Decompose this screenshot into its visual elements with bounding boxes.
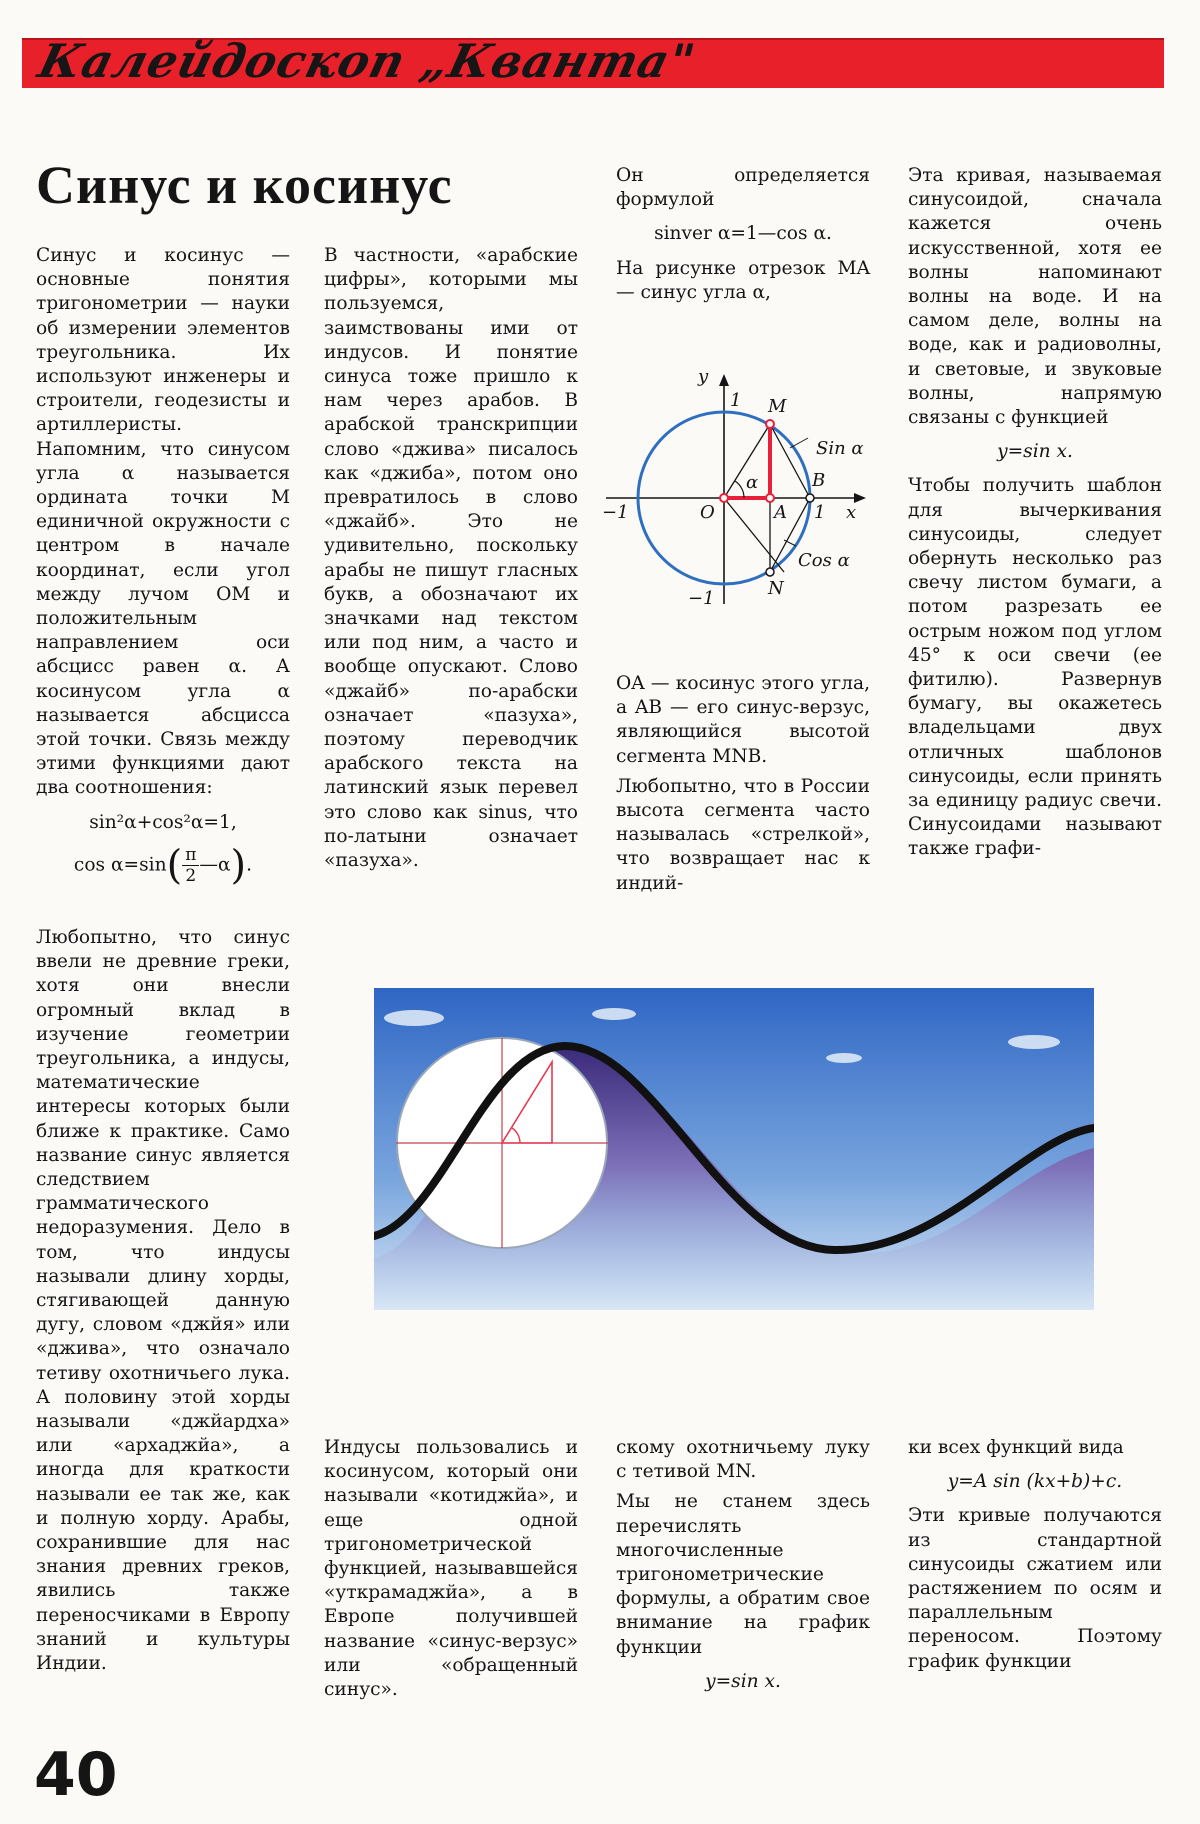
label-point-m: M xyxy=(768,396,787,417)
label-one-top: 1 xyxy=(730,390,742,411)
label-point-a: A xyxy=(774,502,787,523)
label-origin: O xyxy=(700,502,715,523)
col2-paragraph-1: В частности, «арабские цифры», которыми мы пользуемся, заимствованы ими от индусов. И понятие синуса тоже пришло к нам через арабов. В арабской транскрипции слово «джива» писалось как «джиба», потом оно превратилось в слово «джайб». Это не удивительно, поскольку арабы не пишут гласных букв, а обозначают их значками над текстом или под ним, а часто и вообще опускают. Слово «джайб» по-арабски означает «пазуха», поэтому переводчик арабского текста на латинский язык перевел это слово как sinus, что по-латыни означает «пазуха». xyxy=(324,245,578,872)
label-y-axis: y xyxy=(698,372,709,387)
label-x-axis: x xyxy=(846,502,857,523)
label-angle-alpha: α xyxy=(746,472,759,493)
column-3-lower xyxy=(616,1436,870,1704)
col1-paragraph-1: Синус и косинус — основные понятия тригонометрии — науки об измерении элементов треугольника. Их используют инженеры и строители, геодезисты и артиллеристы. Напомним, что синусом угла α называется ордината точки M единичной окружности с центром в начале координат, если угол между лучом OM и положительным направлением оси абсцисс равен α. А косинусом угла α называется абсцисса этой точки. Связь между этими функциями дают два соотношения: xyxy=(36,245,290,799)
label-one-right: 1 xyxy=(814,502,826,523)
formula-pythagorean: sin²α+cos²α=1, xyxy=(89,811,237,833)
formula2-numerator: π xyxy=(182,845,199,866)
label-minus-one-left: −1 xyxy=(602,502,629,523)
formula2-denominator: 2 xyxy=(185,865,197,886)
col3-paragraph-2: На рисунке отрезок MA — синус угла α, xyxy=(616,257,870,303)
banner-title: Калейдоскоп „Кванта" xyxy=(33,34,702,88)
col3-paragraph-6: Мы не станем здесь перечислять многочисленные тригонометрические формулы, а обратим свое внимание на график функции xyxy=(616,1491,870,1658)
label-point-b: B xyxy=(812,470,826,491)
sinusoid-illustration xyxy=(374,988,1094,1310)
col3-paragraph-3: OA — косинус этого угла, а AB — его синус-верзус, являющийся высотой сегмента MNB. xyxy=(616,673,870,767)
formula2-right: —α xyxy=(199,854,231,876)
col4-paragraph-1: Эта кривая, называемая синусоидой, сначала кажется очень искусственной, хотя ее волны напоминают волны на воде. И на самом деле, волны на воде, как и радиоволны, и световые, и звуковые волны, напрямую связаны с функцией xyxy=(908,165,1162,429)
formula-cos-sin: cos α=sin( $\frac{\pi}{2}$ —α). xyxy=(73,842,253,889)
column-1-lower xyxy=(36,926,290,1682)
formula-y-sinx-1: y=sin x. xyxy=(997,441,1073,463)
formula-sinver: sinver α=1—cos α. xyxy=(654,223,832,245)
label-point-n: N xyxy=(768,578,784,599)
article-title: Синус и косинус xyxy=(36,155,453,215)
column-1 xyxy=(36,244,290,896)
column-3 xyxy=(616,164,870,311)
unit-circle-diagram xyxy=(600,372,920,632)
column-4 xyxy=(908,164,1162,868)
col3-paragraph-4: Любопытно, что в России высота сегмента часто называлась «стрелкой», что возвращает нас к индий- xyxy=(616,775,870,894)
formula2-left: cos α=sin xyxy=(73,854,167,876)
column-2 xyxy=(324,244,578,879)
col4-paragraph-2: Чтобы получить шаблон для вычеркивания синусоиды, следует обернуть несколько раз свечу листом бумаги, а потом разрезать ее острым ножом под углом 45° к оси свечи (ее фитилю). Развернув бумагу, вы окажетесь владельцами двух отличных шаблонов синусоиды, если принять за единицу радиус свечи. Синусоидами называют также графи- xyxy=(908,475,1162,860)
col4-paragraph-3: ки всех функций вида xyxy=(908,1437,1124,1458)
col3-paragraph-1: Он определяется формулой xyxy=(616,165,870,211)
label-minus-one-bottom: −1 xyxy=(688,588,715,609)
label-cos: Cos α xyxy=(798,550,850,571)
column-2-lower xyxy=(324,1436,578,1708)
col1-paragraph-2: Любопытно, что синус ввели не древние греки, хотя они внесли огромный вклад в изучение геометрии треугольника, а индусы, математические интересы которых были ближе к практике. Само название синус является следствием грамматического недоразумения. Дело в том, что индусы называли длину хорды, стягивающей данную дугу, словом «джйя» или «джива», что означало тетиву охотничьего лука. А половину этой хорды называли «джйардха» или «архаджйа», а иногда для краткости называли ее так же, как и полную хорду. Арабы, сохранившие для нас знания древних греков, явились также переносчиками в Европу знаний и культуры Индии. xyxy=(36,927,290,1675)
page-number: 40 xyxy=(34,1740,118,1810)
formula-general-sine: y=A sin (kx+b)+c. xyxy=(947,1471,1123,1493)
col3-paragraph-5: скому охотничьему луку с тетивой MN. xyxy=(616,1437,870,1483)
column-3-mid xyxy=(616,672,870,902)
col4-paragraph-4: Эти кривые получаются из стандартной синусоиды сжатием или растяжением по осям и параллельным переносом. Поэтому график функции xyxy=(908,1505,1162,1672)
column-4-lower xyxy=(908,1436,1162,1680)
formula-y-sinx-2: y=sin x. xyxy=(705,1670,781,1692)
label-sin: Sin α xyxy=(816,438,864,459)
col2-paragraph-2: Индусы пользовались и косинусом, который они называли «котиджйа», и еще одной тригонометрической функцией, называвшейся «уткрамаджйа», а в Европе получившей название «синус-верзус» или «обращенный синус». xyxy=(324,1437,578,1701)
